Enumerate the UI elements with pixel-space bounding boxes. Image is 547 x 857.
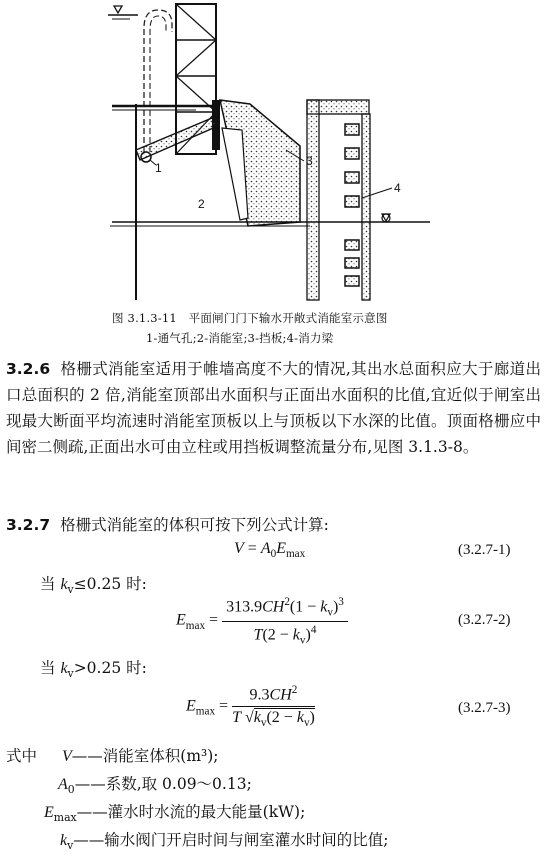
aeration-pipe: [144, 10, 172, 152]
condition-1: 当 $k_v\le 0.25$ 时:: [40, 575, 147, 597]
section-text: 格栅式消能室的体积可按下列公式计算:: [60, 516, 329, 534]
definition-v: V——消能室体积(m³);: [62, 747, 219, 765]
definition-kv: $k_v——$输水阀门开启时间与闸室灌水时间的比值;: [60, 831, 389, 853]
figure-label-4: 4: [394, 181, 401, 195]
section-3-2-7: [6, 512, 541, 538]
figure-legend: 1-通气孔;2-消能室;3-挡板;4-消力梁: [146, 331, 334, 345]
baffle-plate: [220, 100, 300, 226]
section-text: 格栅式消能室适用于帷墙高度不大的情况,其出水总面积应大于廊道出口总面积的 2 倍,消能室顶部出水面积与正面出水面积的比值,宜近似于闸室出现最大断面平均流速时消能室顶板以上与顶板以下水深的比值。顶面格栅应中间密二侧疏,正面出水可由立柱或用挡板调整流量分布,见图 3.1.3-8。: [6, 360, 541, 456]
figure-label-2: 2: [198, 197, 205, 211]
water-level-symbol-top: [108, 6, 138, 19]
equation-3: $E_{max}$ = $\frac{9.3CH^2}{T √k_v(2 - k_v)}$: [186, 684, 315, 730]
section-number: 3.2.6: [6, 360, 51, 378]
equation-2: $E_{max}$ = $\frac{313.9CH^2(1 - k_v)^3}{T(2 - k_v)^4}$: [176, 596, 348, 646]
equation-1-number: (3.2.7-1): [458, 542, 511, 558]
dissipation-beams: [345, 124, 359, 286]
definition-a0: $A_0——$系数,取 0.09～0.13;: [58, 775, 252, 797]
equation-2-number: (3.2.7-2): [458, 612, 511, 628]
definition-emax: $E_{max}——$灌水时水流的最大能量(kW);: [44, 803, 306, 825]
condition-2: 当 $k_v>0.25$ 时:: [40, 659, 147, 681]
section-3-2-6: [6, 356, 541, 460]
figure-diagram: [100, 0, 440, 302]
figure-caption: 图 3.1.3-11 平面闸门门下输水开敞式消能室示意图: [112, 311, 388, 325]
equation-1: $V = A_0E_{max}$: [234, 540, 306, 561]
equation-3-number: (3.2.7-3): [458, 700, 511, 716]
figure-label-1: 1: [155, 161, 162, 175]
chamber-right-wall: [307, 100, 370, 300]
section-number: 3.2.7: [6, 516, 51, 534]
definitions-intro: 式中: [6, 747, 38, 765]
